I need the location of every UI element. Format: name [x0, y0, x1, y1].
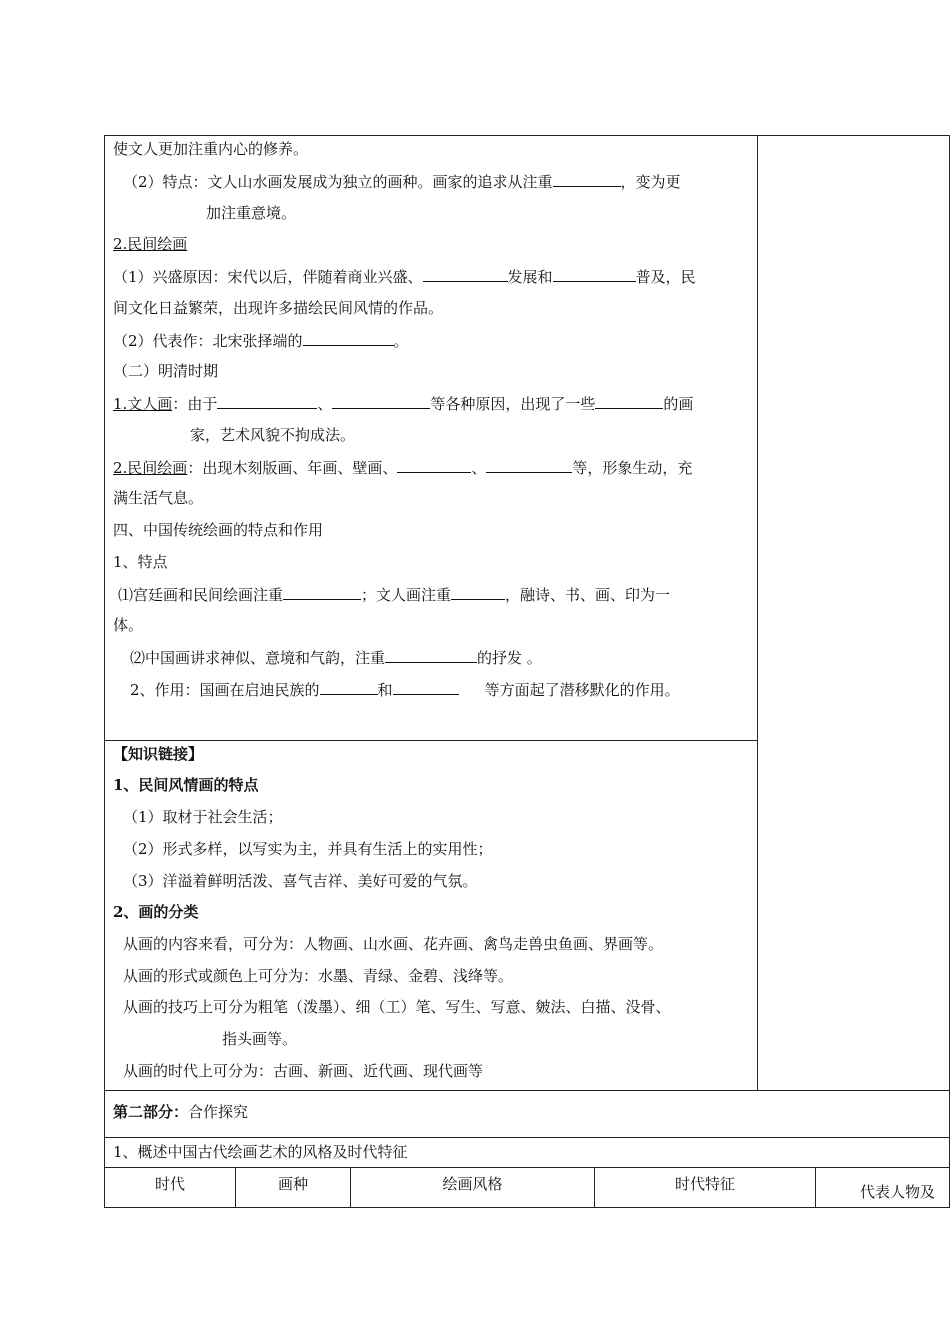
answer-blank[interactable]	[397, 457, 471, 473]
text-line: （1）兴盛原因：宋代以后，伴随着商业兴盛、 发展和 普及，民	[113, 268, 696, 286]
text-line: （2）形式多样，以写实为主，并具有生活上的实用性；	[123, 840, 493, 858]
knowledge-title: 【知识链接】	[113, 745, 204, 763]
table-header-cell: 代表人物及	[860, 1183, 936, 1201]
text-line: ⑴宫廷画和民间绘画注重 ；文人画注重 ，融诗、书、画、印为一	[118, 586, 671, 604]
text-line: 从画的内容来看，可分为：人物画、山水画、花卉画、禽鸟走兽虫鱼画、界画等。	[123, 935, 664, 953]
text-line: 体。	[113, 616, 144, 634]
text-line: 从画的技巧上可分为粗笔（泼墨）、细（工）笔、写生、写意、皴法、白描、没骨、	[123, 998, 671, 1016]
text-line: 间文化日益繁荣，出现许多描绘民间风情的作品。	[113, 299, 444, 317]
row-divider	[104, 1090, 950, 1091]
answer-blank[interactable]	[553, 171, 621, 187]
text-line: 指头画等。	[222, 1030, 298, 1048]
text-line: （1）取材于社会生活；	[123, 808, 283, 826]
section-heading: 1、特点	[113, 553, 168, 571]
table-header-cell: 时代特征	[674, 1175, 735, 1193]
text-line: 2、作用：国画在启迪民族的 和 等方面起了潜移默化的作用。	[130, 681, 680, 699]
answer-blank[interactable]	[217, 393, 317, 409]
knowledge-heading: 1、民间风情画的特点	[113, 776, 259, 794]
section-heading: 2.民间绘画	[113, 235, 188, 253]
text-line: 使文人更加注重内心的修养。	[113, 140, 309, 158]
answer-blank[interactable]	[595, 393, 663, 409]
section-heading: 四、中国传统绘画的特点和作用	[113, 521, 324, 539]
answer-blank[interactable]	[283, 584, 361, 600]
row-divider	[104, 1137, 950, 1138]
knowledge-heading: 2、画的分类	[113, 903, 199, 921]
question: 1、概述中国古代绘画艺术的风格及时代特征	[113, 1143, 408, 1161]
col-divider	[815, 1167, 816, 1208]
row-divider	[104, 740, 758, 741]
text-line: （3）洋溢着鲜明活泼、喜气吉祥、美好可爱的气氛。	[123, 872, 478, 890]
answer-blank[interactable]	[385, 647, 477, 663]
right-column-divider	[757, 135, 758, 1090]
text-line: 2.民间绘画：出现木刻版画、年画、壁画、 、 等，形象生动，充	[113, 459, 693, 477]
text-line: ⑵中国画讲求神似、意境和气韵，注重 的抒发 。	[130, 649, 542, 667]
table-header-cell: 绘画风格	[442, 1175, 503, 1193]
answer-blank[interactable]	[423, 266, 508, 282]
answer-blank[interactable]	[553, 266, 636, 282]
section-heading: （二）明清时期	[113, 362, 219, 380]
text-line: 满生活气息。	[113, 489, 204, 507]
table-header-cell: 画种	[277, 1175, 308, 1193]
text-line: 家，艺术风貌不拘成法。	[190, 426, 356, 444]
text-line: 1.文人画：由于 、 等各种原因，出现了一些 的画	[113, 395, 694, 413]
text-line: （2）代表作：北宋张择端的 。	[113, 332, 409, 350]
text-line: 从画的形式或颜色上可分为：水墨、青绿、金碧、浅绛等。	[123, 967, 514, 985]
answer-blank[interactable]	[332, 393, 430, 409]
answer-blank[interactable]	[486, 457, 572, 473]
row-divider	[104, 1167, 950, 1168]
text-line: 从画的时代上可分为：古画、新画、近代画、现代画等	[123, 1062, 484, 1080]
answer-blank[interactable]	[393, 679, 459, 695]
part2-heading: 第二部分：合作探究	[113, 1103, 249, 1121]
answer-blank[interactable]	[320, 679, 378, 695]
table-header-cell: 时代	[154, 1175, 185, 1193]
text-line: （2）特点：文人山水画发展成为独立的画种。画家的追求从注重 ，变为更	[123, 173, 681, 191]
answer-blank[interactable]	[303, 330, 394, 346]
answer-blank[interactable]	[451, 584, 505, 600]
text-line: 加注重意境。	[206, 204, 297, 222]
